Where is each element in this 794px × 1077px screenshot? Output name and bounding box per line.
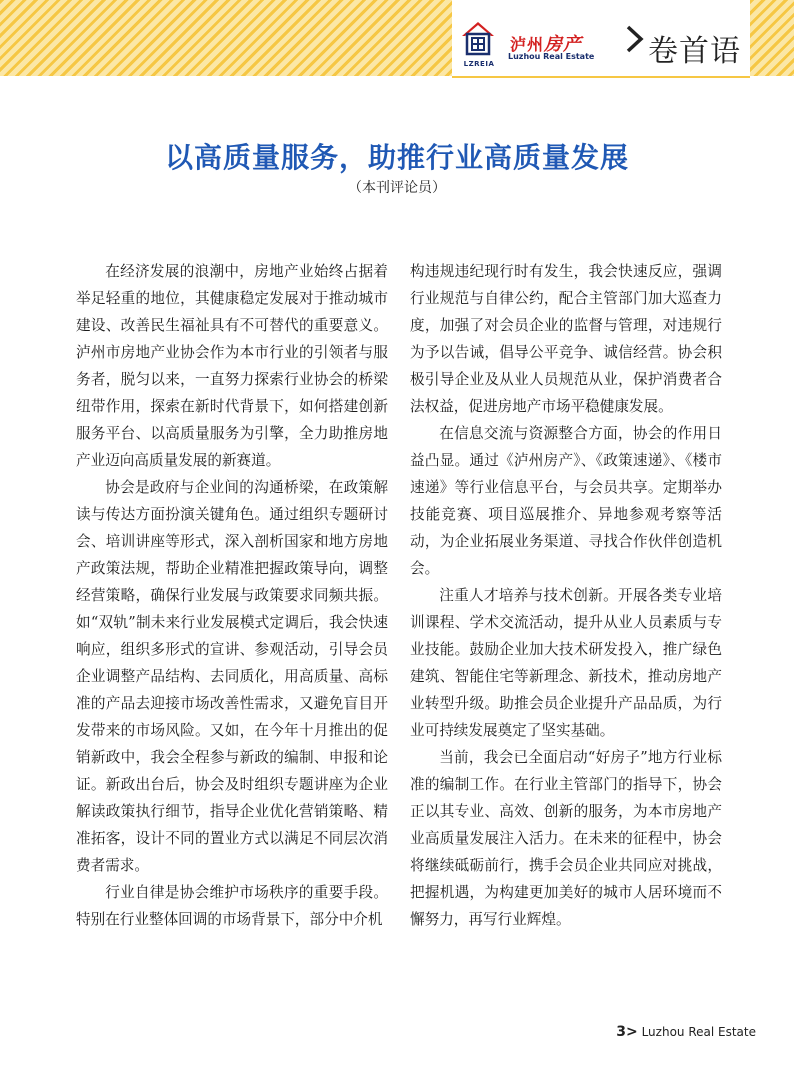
article-byline: （本刊评论员）	[348, 180, 446, 196]
house-logo-icon	[460, 20, 496, 64]
paragraph-continuation: 构违规违纪现行时有发生，我会快速反应，强调行业规范与自律公约，配合主管部门加大巡查力度，加强了对会员企业的监督与管理，对违规行为予以告诫，倡导公平竞争、诚信经营。协会积极引导企业及从业人员规范从业，保护消费者合法权益，促进房地产市场平稳健康发展。	[410, 263, 722, 415]
right-column	[410, 258, 722, 933]
footer-arrow: >	[626, 1024, 638, 1040]
paragraph: 在信息交流与资源整合方面，协会的作用日益凸显。通过《泸州房产》、《政策速递》、《楼市速递》等行业信息平台，与会员共享。定期举办技能竞赛、项目巡展推介、异地参观考察等活动，为企业拓展业务渠道、寻找合作伙伴创造机会。	[410, 425, 722, 577]
left-column	[76, 258, 388, 933]
paragraph: 当前，我会已全面启动“好房子”地方行业标准的编制工作。在行业主管部门的指导下，协会正以其专业、高效、创新的服务，为本市房地产业高质量发展注入活力。在未来的征程中，协会将继续砥砺前行，携手会员企业共同应对挑战，把握机遇，为构建更加美好的城市人居环境而不懈努力，再写行业辉煌。	[410, 749, 722, 928]
paragraph: 在经济发展的浪潮中，房地产业始终占据着举足轻重的地位，其健康稳定发展对于推动城市建设、改善民生福祉具有不可替代的重要意义。泸州市房地产业协会作为本市行业的引领者与服务者，脱匀以来，一直努力探索行业协会的桥梁纽带作用，探索在新时代背景下，如何搭建创新服务平台、以高质量服务为引擎，全力助推房地产业迈向高质量发展的新赛道。	[76, 263, 388, 469]
masthead	[452, 0, 750, 78]
header-stripe-band	[0, 0, 452, 76]
paragraph: 协会是政府与企业间的沟通桥梁，在政策解读与传达方面扮演关键角色。通过组织专题研讨会、培训讲座等形式，深入剖析国家和地方房地产政策法规，帮助企业精准把握政策导向，调整经营策略，确保行业发展与政策要求同频共振。如“双轨”制未来行业发展模式定调后，我会快速响应，组织多形式的宣讲、参观活动，引导会员企业调整产品结构、去同质化，用高质量、高标准的产品去迎接市场改善性需求，又避免盲目开发带来的市场风险。又如，在今年十月推出的促销新政中，我会全程参与新政的编制、申报和论证。新政出台后，协会及时组织专题讲座为企业解读政策执行细节，指导企业优化营销策略、精准拓客，设计不同的置业方式以满足不同层次消费者需求。	[76, 479, 388, 874]
brand-name-cn-main: 泸州	[510, 35, 545, 54]
header-stripe-band-right	[750, 0, 794, 76]
chevron-right-icon	[624, 24, 646, 54]
page-footer	[616, 1024, 756, 1040]
section-title: 卷首语	[648, 34, 741, 69]
paragraph: 行业自律是协会维护市场秩序的重要手段。特别在行业整体回调的市场背景下，部分中介机	[76, 884, 388, 928]
article-title: 以高质量服务，助推行业高质量发展	[164, 141, 629, 174]
paragraph: 注重人才培养与技术创新。开展各类专业培训课程、学术交流活动，提升从业人员素质与专业技能。鼓励企业加大技术研发投入，推广绿色建筑、智能住宅等新理念、新技术，推动房地产业转型升级。助推会员企业提升产品品质，为行业可持续发展奠定了坚实基础。	[410, 587, 722, 739]
page-number: 3	[616, 1024, 627, 1040]
logo-text: LZREIA	[463, 60, 495, 68]
footer-publication: Luzhou Real Estate	[641, 1025, 756, 1039]
brand-name-en: Luzhou Real Estate	[508, 52, 595, 61]
brand-name-cn-script: 房产	[544, 34, 583, 55]
